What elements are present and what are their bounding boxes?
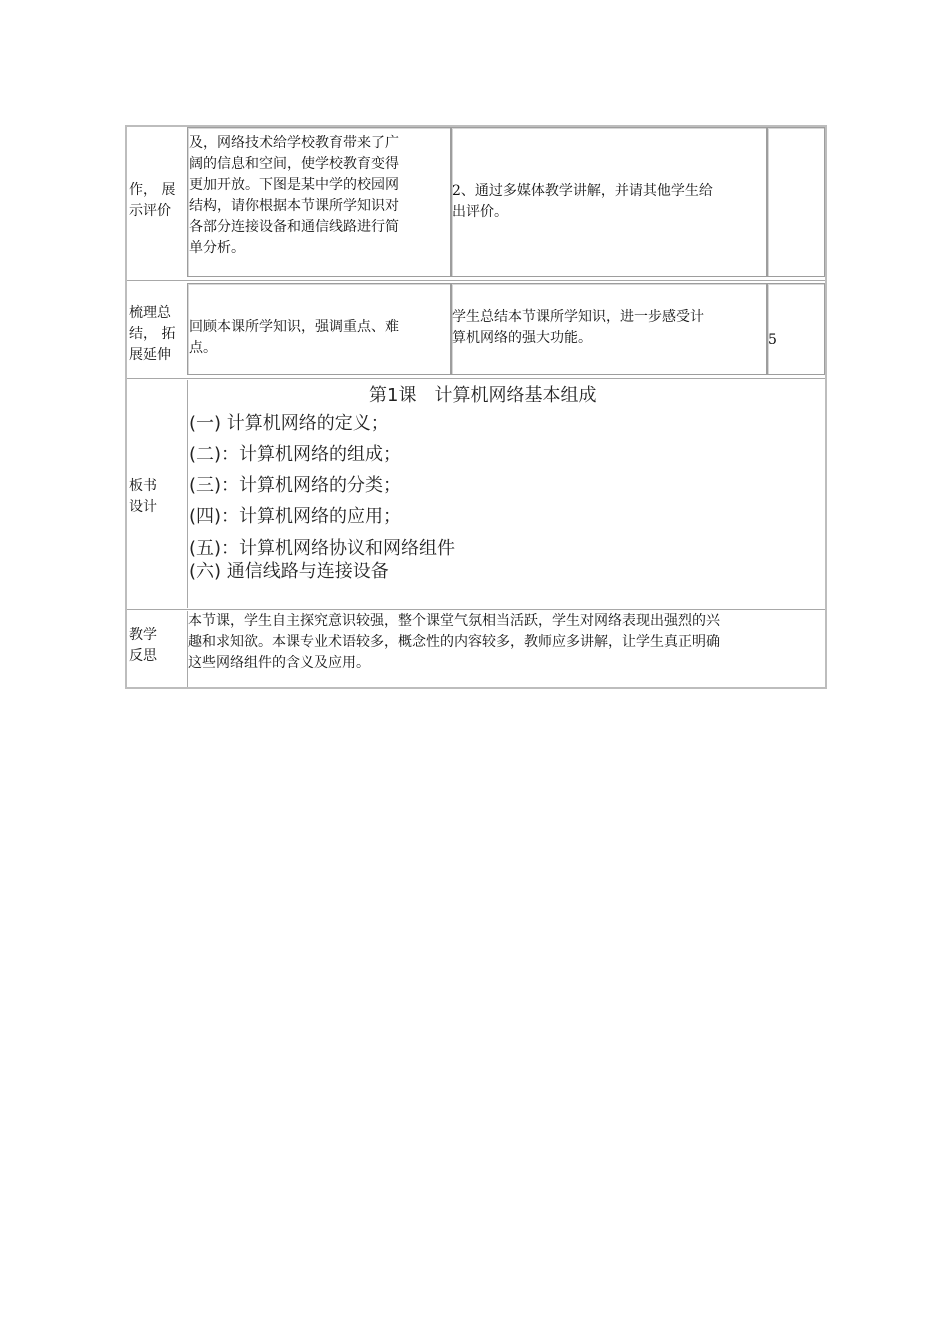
row-divider xyxy=(127,378,825,379)
board-design-cell xyxy=(187,380,825,608)
row-label-line: 设计 xyxy=(129,499,157,515)
row-label-cell xyxy=(127,283,187,377)
row-label-line: 结， 拓 xyxy=(129,326,176,342)
time-cell xyxy=(767,127,825,277)
text-line: 各部分连接设备和通信线路进行简 xyxy=(189,219,399,235)
table-row-summary xyxy=(127,283,825,377)
table-row-board-design xyxy=(127,380,825,608)
text-line: 点。 xyxy=(189,340,217,356)
text-line: 这些网络组件的含义及应用。 xyxy=(188,655,370,671)
board-image xyxy=(189,380,649,604)
text-line: 更加开放。下图是某中学的校园网 xyxy=(189,177,399,193)
text-line: 回顾本课所学知识，强调重点、难 xyxy=(189,319,399,335)
board-line: (五)：计算机网络协议和网络组件 xyxy=(189,538,456,559)
row-divider xyxy=(127,609,825,610)
board-line: (一) 计算机网络的定义； xyxy=(189,413,389,434)
row-divider xyxy=(127,280,825,281)
board-line: (二)：计算机网络的组成； xyxy=(189,444,402,465)
student-activity-cell xyxy=(451,127,767,277)
row-label-cell xyxy=(127,611,187,687)
text-line: 及，网络技术给学校教育带来了广 xyxy=(189,135,399,151)
board-title: 第1课 计算机网络基本组成 xyxy=(369,385,597,406)
row-label-line: 反思 xyxy=(129,648,157,664)
board-line: (三)：计算机网络的分类； xyxy=(189,475,402,496)
teacher-activity-cell xyxy=(187,283,451,375)
row-label-line: 梳理总 xyxy=(129,305,171,321)
row-label-line: 教学 xyxy=(129,627,157,643)
row-label-line: 示评价 xyxy=(129,203,171,219)
text-line: 本节课，学生自主探究意识较强，整个课堂气氛相当活跃，学生对网络表现出强烈的兴 xyxy=(188,613,720,629)
row-label-cell xyxy=(127,127,187,279)
lesson-plan-table xyxy=(125,125,827,689)
row-label-cell xyxy=(127,380,187,608)
text-line: 单分析。 xyxy=(189,240,245,256)
row-label-line: 板书 xyxy=(129,478,157,494)
table-row-reflection xyxy=(127,611,825,687)
time-cell xyxy=(767,283,825,375)
board-line: (四)：计算机网络的应用； xyxy=(189,506,402,527)
text-line: 算机网络的强大功能。 xyxy=(452,330,592,346)
text-line: 2、通过多媒体教学讲解，并请其他学生给 xyxy=(452,183,713,199)
table-row-evaluation xyxy=(127,127,825,279)
student-activity-cell xyxy=(451,283,767,375)
row-label-line: 作， 展 xyxy=(129,182,176,198)
time-value: 5 xyxy=(768,332,777,348)
text-line: 出评价。 xyxy=(452,204,508,220)
text-line: 结构，请你根据本节课所学知识对 xyxy=(189,198,399,214)
reflection-cell xyxy=(187,611,825,687)
row-label-line: 展延伸 xyxy=(129,347,171,363)
text-line: 阔的信息和空间，使学校教育变得 xyxy=(189,156,399,172)
text-line: 趣和求知欲。本课专业术语较多，概念性的内容较多，教师应多讲解，让学生真正明确 xyxy=(188,634,720,650)
board-line: (六) 通信线路与连接设备 xyxy=(189,561,389,582)
teacher-activity-cell xyxy=(187,127,451,277)
text-line: 学生总结本节课所学知识，进一步感受计 xyxy=(452,309,704,325)
